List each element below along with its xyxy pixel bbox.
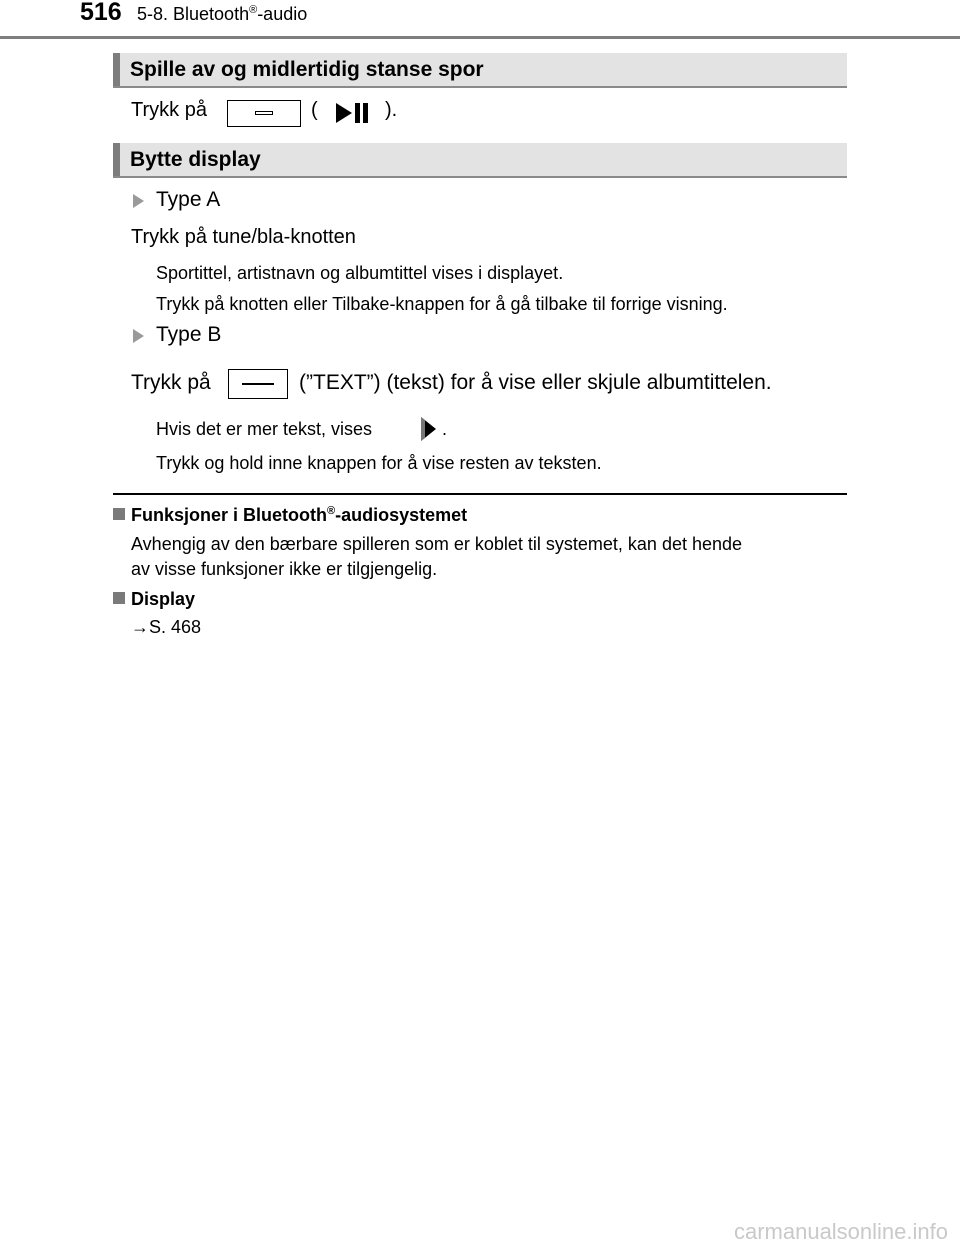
notes-divider <box>113 493 847 495</box>
instruction-prefix: Trykk på <box>131 99 207 121</box>
section-bar-change-display <box>113 143 847 178</box>
arrow-right-icon: → <box>131 617 149 637</box>
type-b-description-2: Trykk og hold inne knappen for å vise resten av teksten. <box>156 453 602 473</box>
square-bullet-icon <box>113 592 125 604</box>
section-title: Bytte display <box>130 148 261 171</box>
watermark: carmanualsonline.info <box>733 1219 948 1244</box>
type-b-instruction-suffix: (”TEXT”) (tekst) for å vise eller skjule albumtittelen. <box>299 371 772 394</box>
section-title: Spille av og midlertidig stanse spor <box>130 58 484 81</box>
section-bar-accent <box>113 143 120 176</box>
section-header-suffix: -audio <box>257 4 308 24</box>
registered-mark: ® <box>327 505 336 517</box>
section-bar-accent <box>113 53 120 86</box>
page-number: 516 <box>80 0 122 26</box>
header-rule <box>0 36 960 39</box>
section-header <box>137 4 307 25</box>
note-title-text: Display <box>131 589 196 609</box>
more-text-arrow-icon <box>417 415 439 443</box>
registered-mark: ® <box>249 4 258 16</box>
type-a-description-1: Sportittel, artistnavn og albumtittel vises i displayet. <box>156 263 564 283</box>
page-reference-text: S. 468 <box>149 617 202 637</box>
play-pause-icon <box>334 100 372 126</box>
type-b-description-1-prefix: Hvis det er mer tekst, vises <box>156 419 373 439</box>
type-a-label: Type A <box>156 188 221 211</box>
button-line-icon <box>242 383 274 385</box>
text-button-graphic <box>228 369 288 399</box>
note-title-functions <box>113 505 467 526</box>
bullet-triangle-icon <box>133 329 144 343</box>
bullet-triangle-icon <box>133 194 144 208</box>
note-body-line-2: av visse funksjoner ikke er tilgjengelig. <box>131 559 438 579</box>
square-bullet-icon <box>113 508 125 520</box>
instruction-open-paren: ( <box>311 99 318 121</box>
note-title-suffix: -audiosystemet <box>335 505 468 525</box>
instruction-close-paren: ). <box>385 99 398 121</box>
note-title-display <box>113 589 195 610</box>
page-reference[interactable] <box>131 617 201 638</box>
note-body-line-1: Avhengig av den bærbare spilleren som er koblet til systemet, kan det hende <box>131 534 743 554</box>
type-a-instruction: Trykk på tune/bla-knotten <box>131 226 356 248</box>
type-b-label: Type B <box>156 323 222 346</box>
type-b-description-1-suffix: . <box>442 419 448 439</box>
section-header-prefix: 5-8. Bluetooth <box>137 4 250 24</box>
type-b-instruction-prefix: Trykk på <box>131 371 211 394</box>
section-bar-play-pause <box>113 53 847 88</box>
button-bar-icon <box>255 111 273 115</box>
preset-button-graphic <box>227 100 301 127</box>
type-a-description-2: Trykk på knotten eller Tilbake-knappen for å gå tilbake til forrige visning. <box>156 294 728 314</box>
note-title-prefix: Funksjoner i Bluetooth <box>131 505 327 525</box>
